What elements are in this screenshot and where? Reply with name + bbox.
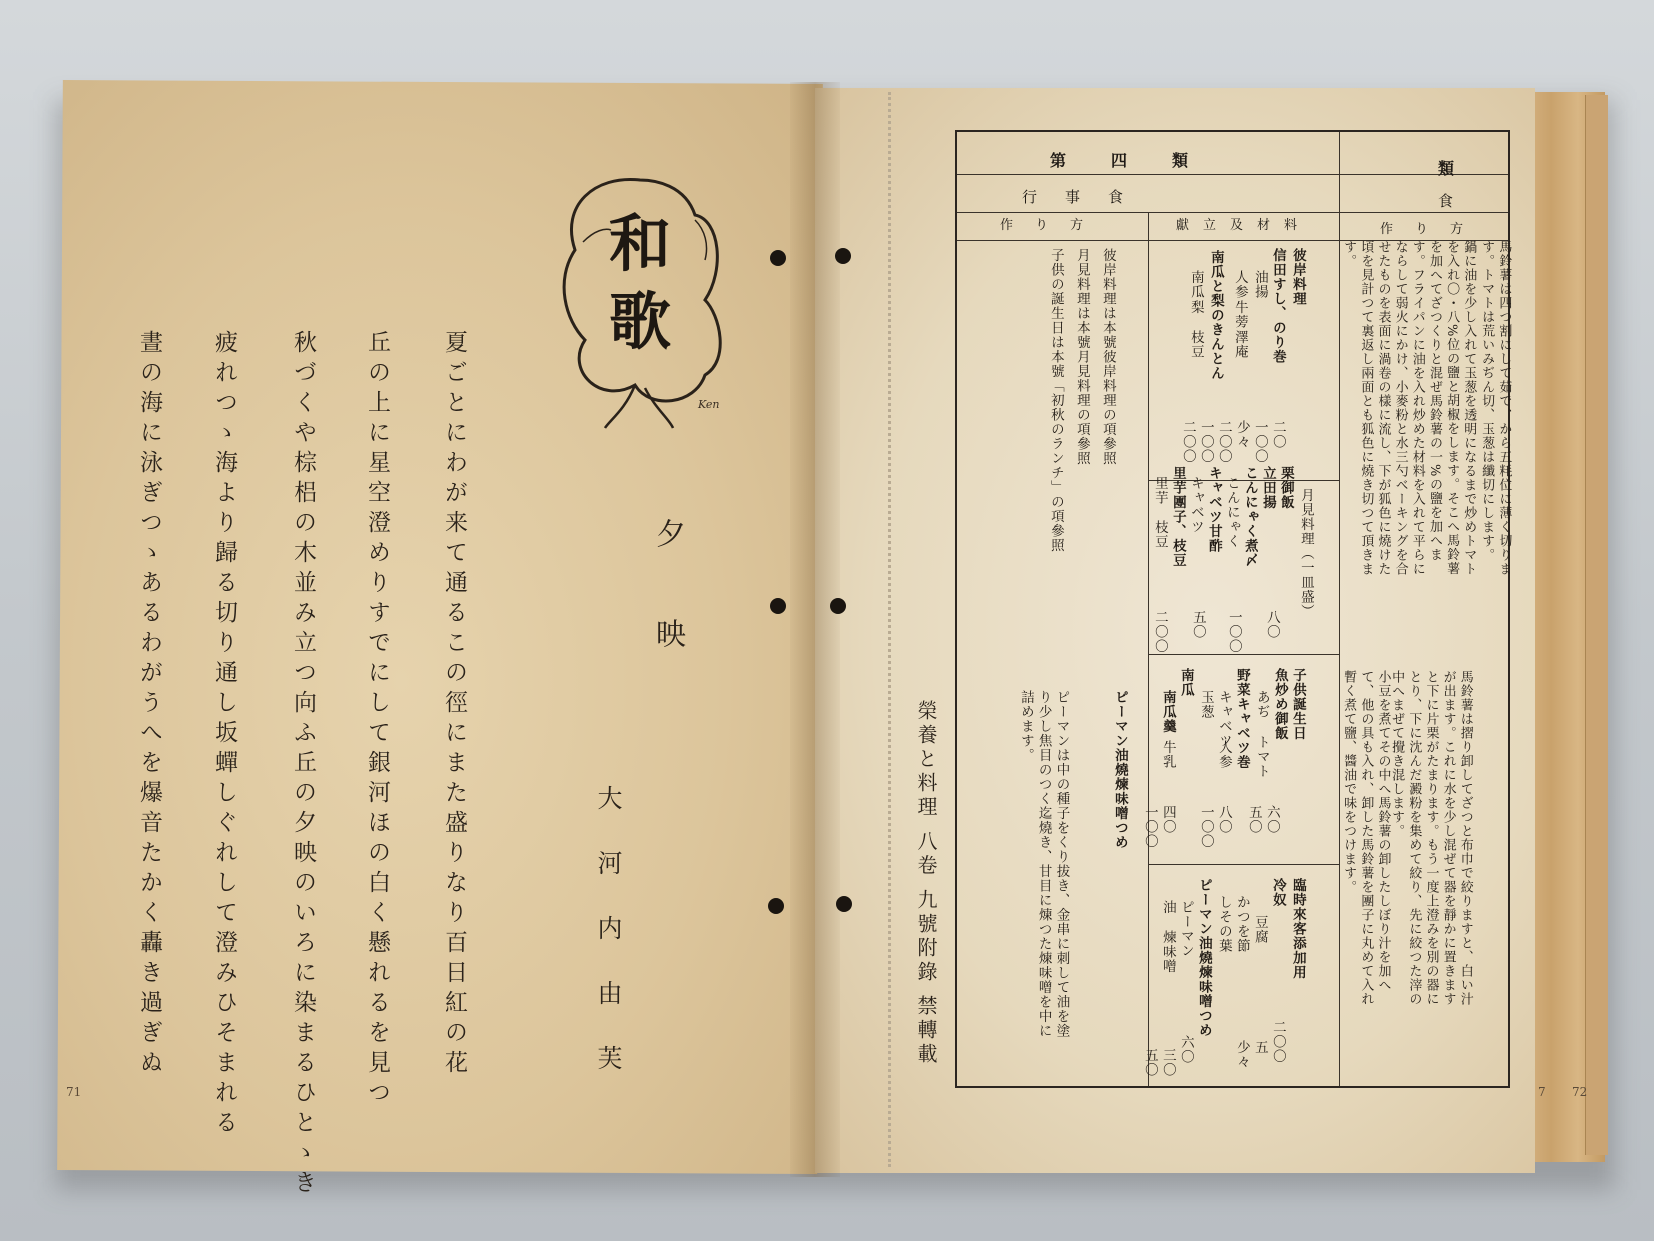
- poem-title: 夕映: [650, 518, 685, 718]
- binding-hole-icon: [768, 898, 784, 914]
- menu-line: トマト: [1253, 735, 1270, 779]
- binding-hole-icon: [830, 598, 846, 614]
- right-page-number: 72: [1572, 1085, 1588, 1099]
- binding-hole-icon: [770, 598, 786, 614]
- menu-line: キャベツ: [1215, 690, 1232, 748]
- menu-line: 油揚: [1251, 270, 1268, 299]
- menu-line: しその葉: [1215, 895, 1232, 953]
- menu-line: こんにゃく: [1223, 476, 1240, 549]
- poem-line-3: 秋づくや棕梠の木並み立つ向ふ丘の夕映のいろに染まるひとゝき: [290, 330, 316, 1200]
- table-subheader-right: 食: [1438, 192, 1482, 210]
- poem-line-2: 丘の上に星空澄めりすでにして銀河ほの白く懸れるを見つ: [364, 330, 390, 1110]
- menu-line: 魚炒め御飯: [1271, 668, 1288, 741]
- menu-amount: 五〇: [1245, 805, 1262, 834]
- footer-credit: 榮養と料理 八卷 九號附錄 禁轉載: [914, 700, 938, 1068]
- menu-line: キャベツ甘酢: [1205, 466, 1222, 553]
- menu-amount: 一〇〇: [1251, 420, 1268, 464]
- menu-amount: 一〇〇: [1197, 420, 1214, 464]
- menu-line: こんにゃく煮〆: [1241, 466, 1258, 568]
- table-header-group: 第四類: [1050, 151, 1234, 170]
- method-note: 月見料理は本號月見料理の項參照: [1073, 248, 1090, 466]
- menu-amount: 六〇: [1177, 1035, 1194, 1064]
- menu-line: 冷奴: [1269, 878, 1286, 907]
- menu-section-title: 臨時來客添加用: [1289, 878, 1306, 980]
- binding-hole-icon: [835, 248, 851, 264]
- menu-amount: 五〇: [1189, 610, 1206, 639]
- menu-amount: 二〇〇: [1215, 420, 1232, 464]
- menu-line: 野菜キャベツ巻: [1233, 668, 1250, 770]
- poem-line-5: 晝の海に泳ぎつゝあるわがうへを爆音たかく轟き過ぎぬ: [136, 330, 162, 1080]
- spine-gutter: [790, 82, 840, 1177]
- menu-amount: 二〇: [1269, 420, 1286, 449]
- menu-line: 煉味噌: [1159, 930, 1176, 974]
- menu-line: 南瓜羹: [1159, 690, 1176, 734]
- page-stack-outer: [1585, 95, 1608, 1155]
- poem-line-4: 疲れつゝ海より歸る切り通し坂蟬しぐれして澄みひそまれる: [211, 330, 237, 1140]
- menu-line: 人参: [1231, 270, 1248, 299]
- menu-amount: 五〇: [1141, 1048, 1158, 1077]
- menu-line: 澤庵: [1231, 330, 1248, 359]
- menu-amount: 一〇〇: [1197, 805, 1214, 849]
- method-text: 馬鈴薯は四つ割にして茹で、から五粍位に薄く切ります。トマトは荒いみぢん切、玉葱は纖切にします。: [1479, 240, 1512, 576]
- menu-line: 玉葱: [1197, 690, 1214, 719]
- method-note-heading: ピーマン油燒煉味噌つめ: [1111, 690, 1128, 850]
- menu-amount: 少々: [1233, 1040, 1250, 1069]
- menu-line: 豆腐: [1251, 915, 1268, 944]
- menu-line: 南瓜: [1177, 668, 1194, 697]
- binding-hole-icon: [836, 896, 852, 912]
- col-method-header: 作り方: [1000, 218, 1106, 233]
- menu-line: ピーマン油燒煉味噌つめ: [1195, 878, 1212, 1038]
- menu-section-title: 子供誕生日: [1289, 668, 1306, 741]
- menu-line: 油: [1159, 900, 1176, 915]
- right-page-number-small: 7: [1538, 1085, 1546, 1099]
- col-menu-header: 獻立及材料: [1176, 218, 1312, 233]
- table-subheader: 行事食: [1022, 188, 1152, 206]
- menu-amount: 二〇〇: [1151, 610, 1168, 654]
- menu-line: 栗御飯: [1277, 466, 1294, 510]
- perforation-line: [888, 92, 891, 1167]
- menu-line: かつを節: [1233, 895, 1250, 953]
- emblem-signature: Ken: [698, 398, 720, 411]
- menu-line: キャベツ: [1187, 476, 1204, 534]
- method-note: 子供の誕生日は本號「初秋のランチ」の項參照: [1047, 248, 1064, 553]
- left-page-number: 71: [66, 1085, 82, 1099]
- menu-amount: 六〇: [1263, 805, 1280, 834]
- menu-line: 立田揚: [1259, 466, 1276, 510]
- menu-amount: 八〇: [1215, 805, 1232, 834]
- menu-amount: 三〇: [1159, 1048, 1176, 1077]
- method-text: 鍋に油を少し入れて玉葱を透明になるまで炒めトマトを入れ〇・八%位の鹽と胡椒をします。そこへ馬鈴薯を加へてざつくりと混ぜ馬鈴薯の一%の鹽を加へます。フライパンに油を入れ炒めた材料を入れて平らにならして弱火にかけ、小麥粉と水三勺ベーキングを合せたものを表面に渦卷の樣に流し、下が狐色に燒けた頃を見計つて裏返し兩面とも狐色に燒き切つて頂きます。: [1341, 240, 1477, 576]
- menu-line: 牛蒡: [1231, 300, 1248, 329]
- menu-amount: 少々: [1233, 420, 1250, 449]
- method-note: ピーマンは中の種子をくり拔き、金串に刺して油を塗り少し焦目のつく迄燒き、甘目に煉つた煉味噌を中に詰めます。: [1017, 690, 1070, 1038]
- poem-author: 大河内由芙: [594, 785, 623, 1110]
- menu-amount: 八〇: [1263, 610, 1280, 639]
- menu-line: 里芋: [1151, 476, 1168, 505]
- menu-line: 牛乳: [1159, 740, 1176, 769]
- menu-amount: 一〇〇: [1225, 610, 1242, 654]
- menu-line: 里芋團子、枝豆: [1169, 466, 1186, 568]
- menu-line: 枝豆: [1187, 330, 1204, 359]
- menu-amount: 四〇: [1159, 805, 1176, 834]
- poem-line-1: 夏ごとにわが来て通るこの徑にまた盛りなり百日紅の花: [441, 330, 467, 1080]
- emblem-glyphs: 和歌: [608, 207, 671, 358]
- menu-amount: 一〇〇: [1141, 805, 1158, 849]
- menu-section-title: 月見料理（一皿盛）: [1297, 488, 1314, 619]
- menu-section-title: 彼岸料理: [1289, 248, 1306, 306]
- menu-line: あぢ: [1253, 690, 1270, 719]
- method-text: 小豆を煮てその中へ馬鈴薯の卸したしぼり汁を加へて、他の具も入れ、卸した馬鈴薯を團子に丸めて入れ暫く煮て鹽、醬油で味をつけます。: [1341, 670, 1391, 1006]
- menu-line: 人参: [1215, 740, 1232, 769]
- method-note: 彼岸料理は本號彼岸料理の項參照: [1099, 248, 1116, 466]
- menu-line: 南瓜と梨のきんとん: [1207, 250, 1224, 381]
- method-text: 馬鈴薯は摺り卸してざつと布巾で絞りますと、白い汁が出ます。これに水を少し混ぜて器を靜かに置きますと下に片栗がたまります。もう一度上澄みを別の器にとり、下に沈んだ澱粉を集めて絞り、先に絞つた滓の中へまぜて攪き混します。: [1389, 670, 1473, 1006]
- menu-line: 枝豆: [1151, 520, 1168, 549]
- menu-line: 信田すし、のり巻: [1269, 248, 1286, 364]
- col-method-header-right: 作り方: [1380, 222, 1486, 237]
- menu-amount: 五: [1251, 1040, 1268, 1055]
- binding-hole-icon: [770, 250, 786, 266]
- menu-amount: 二〇〇: [1179, 420, 1196, 464]
- menu-line: ピーマン: [1177, 900, 1194, 958]
- menu-line: 梨: [1187, 300, 1204, 315]
- menu-amount: 二〇〇: [1269, 1020, 1286, 1064]
- table-header-group-right: 類: [1438, 159, 1500, 178]
- menu-line: 南瓜: [1187, 270, 1204, 299]
